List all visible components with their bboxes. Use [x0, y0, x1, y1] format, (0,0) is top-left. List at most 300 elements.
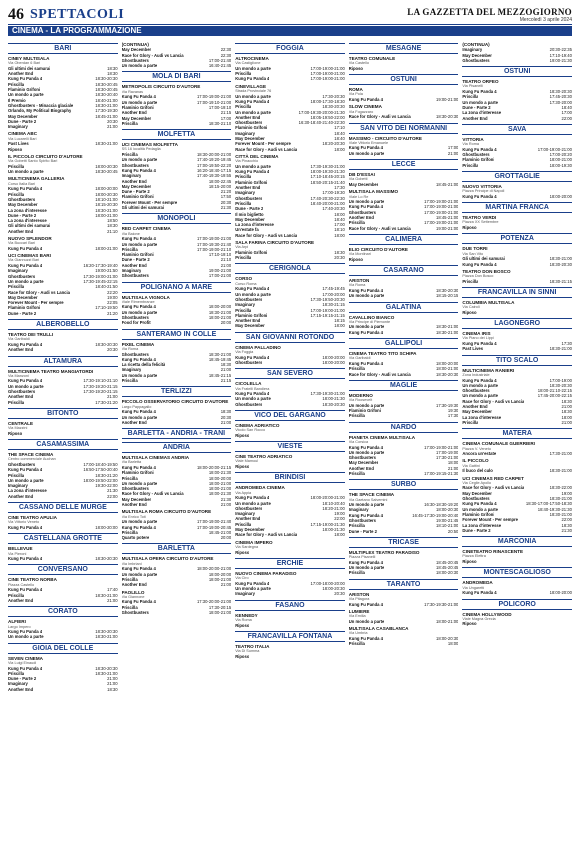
film-title: Flaminio Grifoni — [121, 104, 154, 110]
cinema-address: Via Fratelli Bandiera — [235, 386, 270, 391]
city-heading: VICO DEL GARGANO — [235, 410, 345, 421]
showtime-row — [122, 502, 232, 507]
film-title: Un mondo a parte — [348, 402, 385, 408]
cinema-address: Via Foggia — [235, 350, 254, 355]
film-times: 19:00-21:00 — [436, 97, 459, 103]
masthead — [407, 7, 572, 23]
film-times: 21:00 — [220, 502, 232, 508]
showtime-row — [235, 255, 345, 260]
film-title: Priscilla — [235, 174, 252, 180]
film-times: 18:00-22:45 — [208, 178, 232, 184]
film-times: 18:00 — [334, 232, 345, 238]
city-heading: TRICASE — [349, 537, 459, 548]
cinema-name: METROPOLIS CIRCUITO D'AUTORE — [121, 84, 201, 90]
film-title: Past Lives — [8, 141, 29, 147]
film-times: 18:00-20:00-21:00 — [196, 566, 232, 572]
cinema-name: MODERNO — [348, 392, 373, 398]
film-title: Priscilla — [462, 278, 479, 284]
film-title: Dune - Parte 2 — [235, 206, 264, 212]
film-title: Priscilla — [121, 120, 138, 126]
film-title: Priscilla — [121, 152, 138, 158]
film-times: 18:15-20:30 — [95, 202, 118, 208]
film-title: Kung Fu Panda 4 — [348, 601, 383, 607]
film-times: 18:00-20:30 — [436, 570, 459, 576]
film-title: Un mondo a parte — [8, 169, 44, 175]
film-times: 16:30-18:40-21:40-22:30 — [298, 120, 345, 126]
city-heading: BARI — [8, 43, 118, 54]
film-title: Flaminio Grifoni — [462, 157, 495, 163]
cinema-name: CINETEATRO RINASCENTE — [462, 549, 524, 555]
film-title: Ghostbusters — [235, 505, 263, 511]
cinema-address: Via Emilia — [348, 614, 366, 619]
film-times: 17:30-19:30-21:00 — [310, 391, 345, 397]
city-heading: TERLIZZI — [122, 386, 232, 397]
film-times: 21:30 — [220, 496, 232, 502]
film-title: Imaginary — [235, 302, 255, 308]
film-times: 18:00-21:00 — [208, 576, 232, 582]
film-title: Riposo — [235, 432, 250, 438]
film-title: Riposo — [235, 653, 250, 659]
cinema-address: Via Garibaldi — [8, 337, 30, 342]
film-times: 17:45-20:00-22:15 — [537, 393, 572, 399]
film-title: Kung Fu Panda 4 — [462, 261, 497, 267]
cinema-name: IL PICCOLO — [462, 458, 489, 464]
showtime-row — [462, 163, 572, 168]
film-title: May December — [121, 115, 152, 121]
film-title: Ghostbusters — [348, 455, 377, 461]
city-heading: MONOPOLI — [122, 213, 232, 224]
film-times: 19:00-21:30 — [549, 57, 572, 63]
film-times: 21:00 — [220, 419, 232, 425]
film-title: Imaginary — [462, 47, 483, 53]
cinema-name: UCI CINEMAS BARI — [8, 253, 51, 259]
showtime-row — [349, 529, 459, 534]
film-title: Kung Fu Panda 4 — [8, 467, 43, 473]
cinema-address: Via San Vito — [462, 251, 484, 256]
film-title: Priscilla — [121, 604, 138, 610]
film-times: 18:30 — [107, 223, 118, 229]
film-times: 17:00-19:00-21:00 — [196, 94, 232, 100]
film-title: Priscilla — [8, 284, 25, 290]
film-title: La zona d'interesse — [462, 110, 502, 116]
cinema-address: Via Arpi — [235, 245, 249, 250]
film-title: Priscilla — [8, 81, 25, 87]
film-title: Ghostbusters — [462, 152, 490, 158]
cinema-name: MULTISALA CINEMAS ANDRIA — [121, 455, 190, 461]
film-times: 20:30 — [334, 255, 345, 261]
film-title: Another End — [121, 502, 147, 508]
city-heading: BARLETTA - ANDRIA - TRANI — [122, 428, 232, 439]
cinema-address: Via Ungaretti — [462, 585, 485, 590]
film-times: 18:00 — [334, 146, 345, 152]
city-heading: POLIGNANO A MARE — [122, 282, 232, 293]
film-title: Imaginary — [121, 267, 142, 273]
film-title: Kung Fu Panda 4 — [121, 524, 156, 530]
cinema-address: Piazza Principe di Napoli — [462, 189, 505, 194]
film-title: Imaginary — [348, 507, 369, 513]
showtime-row — [349, 413, 459, 418]
film-title: Priscilla — [235, 255, 252, 261]
film-title: Kung Fu Panda 4 — [8, 245, 43, 251]
film-times: 18:00-21:00 — [208, 610, 232, 616]
film-times: 18:30 — [561, 522, 572, 528]
cinema-address: Via Principe di Piemonte — [348, 319, 391, 324]
film-times: 18:30-20:45 — [95, 87, 118, 93]
cinema-name: CINE TEATRO NORBA — [8, 577, 57, 583]
city-heading: TITO SCALO — [462, 355, 572, 366]
film-title: Kung Fu Panda 4 — [348, 145, 383, 151]
showtime-row — [349, 114, 459, 119]
film-title: Another End — [348, 215, 374, 221]
film-title: Kung Fu Panda 4 — [462, 341, 497, 347]
showtime-row — [235, 464, 345, 469]
film-title: May December — [235, 527, 265, 533]
cinema-address: Via Barletta — [121, 460, 142, 465]
cinema-name: CINEMA HOLLYWOOD — [462, 611, 512, 617]
film-title: May December — [121, 183, 152, 189]
film-title: Un mondo a parte — [121, 241, 158, 247]
film-title: Past Lives — [462, 346, 484, 352]
film-times: 22:20 — [107, 289, 118, 295]
film-times: 17:00-19:00-21:00 — [424, 444, 459, 450]
film-title: Riposo — [462, 309, 477, 315]
film-times: 18:00 — [561, 414, 572, 420]
film-times: 18:30-21:00 — [436, 324, 459, 330]
cinema-address: Viale Vittorio Emanuele — [348, 140, 389, 145]
film-times: 18:20-20:30 — [322, 141, 345, 147]
showtime-row — [462, 621, 572, 626]
film-title: Kung Fu Panda 4 — [121, 167, 156, 173]
film-times: 21:00 — [107, 681, 118, 687]
city-heading: CASTELLANA GROTTE — [8, 533, 118, 544]
listing-columns — [8, 40, 572, 837]
film-title: May December — [8, 113, 38, 119]
film-times: 17:00-19:00-21:00 — [537, 146, 572, 152]
city-heading: CORATO — [8, 606, 118, 617]
film-times: 21:00 — [220, 582, 232, 588]
film-times: 17:00-19:00-21:00 — [310, 307, 345, 313]
film-times: 18:45-21:00 — [436, 181, 459, 187]
film-times: 18:00-21:10-22:15 — [537, 388, 572, 394]
film-title: Il buco del culo — [462, 468, 493, 474]
film-title: La ricetta della felicità — [121, 362, 166, 368]
city-heading: CASSANO DELLE MURGE — [8, 502, 118, 513]
film-title: Forever Mount - Per sempre — [121, 199, 178, 205]
showtime-row — [462, 590, 572, 595]
film-title: Ghostbusters — [121, 486, 149, 492]
cinema-name: BELLEVUE — [8, 546, 33, 552]
cinema-name: CINEMA COMUNALE GUERRIERI — [462, 441, 535, 447]
film-title: Dune - Parte 2 — [121, 257, 150, 263]
film-times: 19:00 — [107, 294, 118, 300]
film-times: 18:20-21:00 — [322, 505, 345, 511]
film-times: 18:30-20:30 — [436, 287, 459, 293]
film-times: 18:30-20:30 — [95, 76, 118, 82]
film-times: 18:45-21:00 — [95, 113, 118, 119]
film-times: 19:00 — [334, 511, 345, 517]
film-times: 18:00-20:00 — [208, 475, 232, 481]
film-title: May December — [235, 216, 265, 222]
cinema-address: Piazza Don Bosco — [462, 274, 494, 279]
film-times: 18:30-21:15 — [322, 302, 345, 308]
cinema-address: Via Pieroni — [8, 551, 27, 556]
film-times: 18:30 — [561, 409, 572, 415]
film-title: Priscilla — [8, 472, 25, 478]
showtime-row — [8, 431, 118, 436]
showtime-row — [462, 420, 572, 425]
showtime-row — [8, 169, 118, 174]
cinema-name: RED CARPET CINEMA — [121, 226, 171, 232]
cinema-address: Via Castello — [348, 61, 369, 66]
film-title: Un mondo a parte — [348, 199, 385, 205]
film-title: Priscilla — [121, 246, 138, 252]
film-title: Kung Fu Panda 4 — [235, 495, 270, 501]
film-times: 17:40-20:30 — [322, 206, 345, 212]
showtime-row — [462, 310, 572, 315]
film-title: Another End — [235, 516, 261, 522]
film-times: 18:30 — [220, 409, 232, 415]
showtime-row — [122, 420, 232, 425]
film-title: Another End — [235, 318, 261, 324]
cinema-name: NUOVO SPLENDOR — [8, 235, 52, 241]
film-times: 18:00-20:00 — [95, 524, 118, 530]
film-times: 17:00-19:00-21:00 — [424, 220, 459, 226]
cinema-name: SLOW CINEMA — [348, 104, 382, 110]
film-title: Priscilla — [348, 413, 365, 419]
film-title: Kung Fu Panda 4 — [8, 524, 43, 530]
film-times: 18:00-20:00 — [322, 354, 345, 360]
film-title: Un mondo a parte — [235, 65, 271, 71]
film-times: 18:40 — [334, 136, 345, 142]
film-times: 17:40 — [107, 587, 118, 593]
film-title: May December — [8, 202, 38, 208]
city-heading: SAN VITO DEI NORMANNI — [349, 123, 459, 134]
film-title: Ghostbusters — [235, 195, 263, 201]
film-title: Another End — [8, 493, 34, 499]
showtime-row — [8, 494, 118, 499]
film-times: 18:00-20:00 — [208, 571, 232, 577]
cinema-address: Via Roma — [462, 142, 479, 147]
film-title: Un mondo a parte — [235, 500, 271, 506]
film-title: Flaminio Grifoni — [121, 470, 154, 476]
film-title: Ghostbusters — [121, 57, 149, 63]
cinema-name: SEVEN CINEMA — [8, 655, 43, 661]
film-title: Quarto potere — [121, 535, 150, 541]
film-title: Imaginary — [235, 190, 255, 196]
film-title: Un mondo a parte — [8, 634, 44, 640]
showtime-row — [8, 311, 118, 316]
showtime-row — [235, 623, 345, 628]
film-times: 17:15-19:15-21:15 — [310, 312, 345, 318]
film-times: 17:10 — [334, 125, 345, 131]
cinema-name: (CONTINUA) — [121, 42, 149, 47]
city-heading: CERIGNOLA — [235, 263, 345, 274]
film-title: May December — [348, 460, 379, 466]
film-title: Kung Fu Panda 4 — [121, 599, 156, 605]
film-title: Priscilla — [348, 471, 365, 476]
showtime-row — [8, 400, 118, 405]
listing-column — [349, 40, 459, 837]
film-times: 18:30-20:30 — [322, 401, 345, 407]
film-times: 18:00-20:00-21:00 — [310, 495, 345, 501]
cinema-name: ELIO CIRCUITO D'AUTORE — [348, 246, 408, 252]
showtime-row — [462, 116, 572, 121]
film-title: Ghostbusters — [121, 162, 149, 168]
cinema-name: PIXEL CINEMA — [121, 341, 155, 347]
showtime-row — [235, 532, 345, 537]
film-title: Another End — [462, 115, 488, 121]
showtime-row — [349, 293, 459, 298]
film-title: Flaminio Grifoni — [462, 511, 495, 517]
city-heading: MATERA — [462, 428, 572, 439]
film-title: Un mondo a parte — [348, 324, 385, 330]
cinema-name: TEATRO VERDI — [462, 215, 497, 221]
film-times: 17:30-19:30 — [436, 402, 459, 408]
film-times: 21:00 — [107, 676, 118, 682]
showtime-row — [8, 147, 118, 152]
film-times: 18:10-21:00 — [95, 196, 118, 202]
film-title: Gli ultimi dei samurai — [462, 256, 505, 262]
film-title: Another End — [121, 582, 147, 588]
film-times: 17:30-19:45-22:15 — [83, 278, 118, 284]
film-title: Priscilla — [8, 670, 25, 676]
cinema-address: Via Luigi Einaudi — [8, 660, 37, 665]
film-title: Flaminio Grifoni — [8, 87, 41, 93]
film-title: May December — [121, 496, 152, 502]
cinema-address: Via Vittorio Veneto — [8, 520, 40, 525]
film-times: 22:05 — [107, 300, 118, 306]
film-times: 17:00-20:00 — [322, 291, 345, 297]
film-title: Dune - Parte 2 — [462, 527, 491, 533]
film-title: Priscilla — [8, 399, 25, 405]
showtime-row — [349, 151, 459, 156]
film-times: 17:00-18:40-19:50 — [83, 461, 118, 467]
film-title: Un mondo a parte — [235, 291, 271, 297]
film-title: Kung Fu Panda 4 — [121, 304, 156, 310]
cinema-address: Piazza Pisanelli — [348, 555, 376, 560]
film-title: Imaginary — [235, 130, 255, 136]
film-times: 21:00 — [561, 404, 572, 410]
film-title: Ghostbusters — [8, 461, 36, 467]
film-times: 21:10 — [220, 257, 232, 263]
showtime-row — [122, 63, 232, 68]
city-heading: POTENZA — [462, 233, 572, 244]
cinema-name: CINE TEATRO APULIA — [8, 515, 57, 521]
film-times: 18:10-21:00 — [436, 523, 459, 529]
film-title: Kung Fu Panda 4 — [8, 629, 43, 635]
film-times: 18:45-20:45 — [436, 559, 459, 565]
cinema-name: CENTRALE — [8, 420, 34, 426]
film-times: 18:30-17:00-17:50-18:30 — [525, 501, 572, 507]
film-title: Another End — [8, 394, 34, 400]
film-times: 16:45-17:30-19:00-20:40 — [412, 512, 459, 518]
film-times: 18:30-20:45 — [95, 81, 118, 87]
film-title: Dune - Parte 2 — [8, 676, 37, 682]
film-title: Race for Glory - Audi vs Lancia — [348, 114, 411, 120]
showtime-row — [349, 372, 459, 377]
film-times: 22:30 — [220, 47, 232, 53]
film-times: 17:30-21:00 — [549, 451, 572, 457]
film-title: Priscilla — [121, 378, 138, 384]
showtime-row — [235, 233, 345, 238]
film-title: Ghostbusters — [121, 315, 149, 321]
film-times: 18:00-20:30 — [436, 507, 459, 513]
film-times: 18:30-20:00-21:00 — [196, 152, 232, 158]
cinema-address: Via Ceglie Apollo — [462, 480, 492, 485]
film-title: Race for Glory - Audi vs Lancia — [121, 52, 184, 58]
showtime-row — [349, 471, 459, 476]
film-title: Un mondo a parte — [348, 618, 385, 624]
film-times: 17:00-19:00-21:00 — [310, 71, 345, 77]
film-title: Orlando, My Political Biography — [8, 108, 72, 114]
film-times: 22:30 — [220, 52, 232, 58]
city-heading: MOLFETTA — [122, 129, 232, 140]
film-times: 18:10 — [334, 227, 345, 233]
film-title: Priscilla — [462, 419, 479, 425]
city-heading: POLICORO — [462, 599, 572, 610]
city-heading: LECCE — [349, 159, 459, 170]
film-times: 22:00 — [561, 517, 572, 523]
film-times: 21:20 — [220, 189, 232, 195]
film-times: 17:30-21:20 — [95, 399, 118, 405]
cinema-address: Via Umbria — [348, 631, 368, 636]
rubric-bar: CINEMA - LA PROGRAMMAZIONE — [8, 26, 572, 36]
film-title: Un mondo a parte — [121, 99, 158, 105]
film-times: 17:00-19:00-21:10 — [196, 246, 232, 252]
film-title: Kung Fu Panda 4 — [121, 94, 156, 100]
film-times: 17:00-19:10-21:00 — [196, 99, 232, 105]
film-times: 17:30-20:00 — [549, 99, 572, 105]
cinema-name: MULTICINEMA RANIERI — [462, 367, 515, 373]
film-times: 16:50-17:50-20:40 — [83, 467, 118, 473]
film-times: 16:20-18:40-17:15 — [196, 167, 232, 173]
film-title: Ghostbusters — [8, 273, 36, 279]
film-times: 18:00-21:00 — [208, 486, 232, 492]
showtime-row — [235, 402, 345, 407]
film-times: 17:40-20:30-22:30 — [310, 195, 345, 201]
film-title: Kung Fu Panda 4 — [348, 512, 383, 518]
showtime-row — [122, 610, 232, 615]
listing-column — [235, 40, 345, 837]
film-times: 18:30 — [220, 362, 232, 368]
film-times: 18:30 — [561, 398, 572, 404]
city-heading: CASAMASSIMA — [8, 439, 118, 450]
city-heading: BARLETTA — [122, 543, 232, 554]
film-title: Priscilla — [235, 71, 252, 77]
film-title: Ghostbusters — [235, 120, 263, 126]
cinema-address: Via Pisanelli — [462, 84, 483, 89]
cinema-name: ANDROMEDA — [462, 580, 493, 586]
film-times: 21:15 — [220, 378, 232, 384]
film-title: Another End — [235, 114, 261, 120]
film-title: Kung Fu Panda 4 — [121, 465, 156, 470]
cinema-address: Piazza Elettra — [462, 554, 486, 559]
film-times: 17:30 — [334, 185, 345, 191]
cinema-address: Largo Impero — [8, 624, 31, 629]
film-times: 17:30-19:20-21:15 — [83, 389, 118, 394]
film-title: Riposo — [8, 430, 23, 436]
film-times: 17:00-19:30-20:00-21:30 — [298, 109, 345, 115]
film-title: Ghostbusters — [121, 351, 149, 357]
film-title: Riposo — [462, 559, 477, 565]
film-title: Il Premio — [8, 97, 26, 103]
cinema-address: Via Roma — [235, 617, 252, 622]
film-times: 18:30-21:00 — [95, 634, 118, 640]
cinema-name: ANDROMEDA CINEMA — [235, 485, 285, 491]
film-title: La zona d'interesse — [8, 218, 47, 224]
cinema-name: MASSIMO - CIRCUITO D'AUTORE — [348, 135, 422, 141]
film-title: Priscilla — [462, 94, 479, 100]
